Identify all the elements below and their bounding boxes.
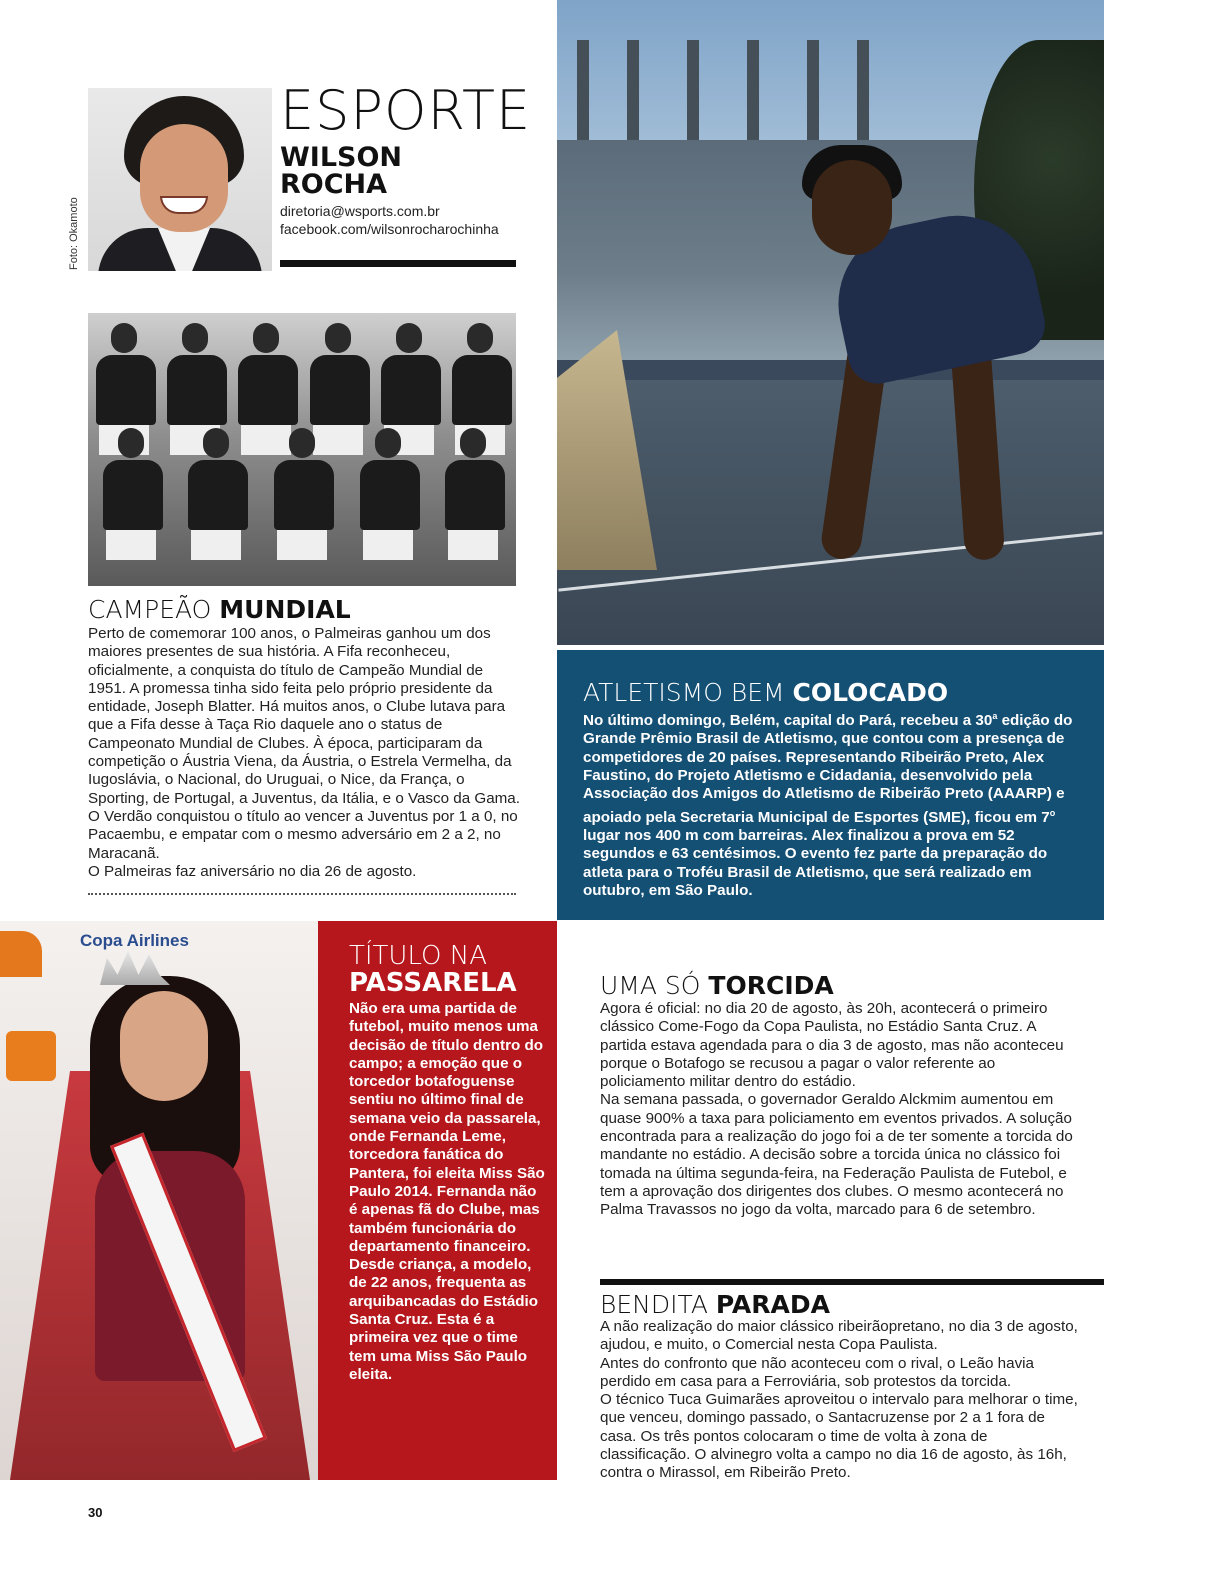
author-photo-credit: Foto: Okamoto — [68, 197, 80, 270]
mundial-article: Perto de comemorar 100 anos, o Palmeiras ganhou um dos maiores presentes de sua história. A Fifa reconheceu, oficialmente, a conquista do título de Campeão Mundial de 1951. A promessa tinha sido feita pelo próprio presidente da entidade, Joseph Blatter. Há muitos anos, o Clube lutava para que a Fifa desse à Taça Rio daquele ano o status de Campeonato Mundial de Clubes. À época, participaram da competição o Áustria Viena, da Áustria, o Estrela Vermelha, da Iugoslávia, o Nacional, do Uruguai, o Nice, da França, o Sporting, de Portugal, a Juventus, da Itália, e o Vasco da Gama. O Verdão conquistou o título ao vencer a Juventus por 1 a 0, no Pacaembu, e empatar com o mesmo adversário em 2 a 2, no Maracanã. O Palmeiras faz aniversário no dia 26 de agosto. — [88, 625, 520, 880]
torcida-article: Agora é oficial: no dia 20 de agosto, às 20h, acontecerá o primeiro clássico Come-Fogo da Copa Paulista, no Estádio Santa Cruz. A partida estava agendada para o dia 3 de agosto, mas não aconteceu porque o Botafogo se recusou a pagar o valor referente ao policiamento militar dentro do estádio. Na semana passada, o governador Geraldo Alckmim aumentou em quase 900% a taxa para policiamento em eventos privados. A solução encontrada para a realização do jogo foi a de ter somente a torcida do mandante no estádio. A decisão sobre a torcida única no clássico foi tomada na última segunda-feira, na Federação Paulista de Futebol, e tem a aprovação dos dirigentes dos clubes. O mesmo acontecerá no Palma Travassos no jogo da volta, marcado para 6 de setembro. — [600, 1000, 1073, 1219]
parada-heading: BENDITA PARADA — [600, 1290, 830, 1319]
miss-sao-paulo-photo — [0, 921, 318, 1480]
section-title: ESPORTE — [280, 79, 532, 142]
author-facebook[interactable]: facebook.com/wilsonrocharochinha — [280, 221, 499, 237]
parada-article: A não realização do maior clássico ribeirãopretano, no dia 3 de agosto, ajudou, e muito, o Comercial nesta Copa Paulista. Antes do confronto que não aconteceu com o rival, o Leão havia perdido em casa para a Ferroviária, sob protestos da torcida. O técnico Tuca Guimarães aproveitou o intervalo para melhorar o time, que venceu, domingo passado, o Santacruzense por 2 a 1 fora de casa. Os três pontos colocaram o time de volta à zona de classificação. O alvinegro volta a campo no dia 16 de agosto, às 16h, contra o Mirassol, em Ribeirão Preto. — [600, 1318, 1078, 1482]
mundial-heading: CAMPEÃO MUNDIAL — [88, 595, 351, 624]
author-email[interactable]: diretoria@wsports.com.br — [280, 203, 440, 219]
dotted-divider — [88, 893, 516, 895]
athlete-photo — [557, 0, 1104, 645]
copa-airlines-logo: Copa Airlines — [80, 931, 189, 950]
author-contact — [280, 202, 499, 238]
atletismo-heading: ATLETISMO BEM COLOCADO — [583, 678, 949, 707]
author-photo — [88, 88, 272, 271]
author-name: WILSON ROCHA — [280, 142, 403, 200]
torcida-heading: UMA SÓ TORCIDA — [600, 971, 834, 1000]
miss-name: Fernanda Leme, — [389, 1128, 506, 1146]
page-number: 30 — [88, 1505, 103, 1520]
atletismo-article: No último domingo, Belém, capital do Pará, recebeu a 30$^a$ edição do Grande Prêmio Brasil de Atletismo, que contou com a presença de competidores de 20 países. Representando Ribeirão Preto, Alex Faustino, do Projeto Atletismo e Cidadania, desenvolvido pela Associação dos Amigos do Atletismo de Ribeirão Preto (AAARP) e apoiado pela Secretaria Municipal de Esportes (SME), ficou em 7$^o$ lugar nos 400 m com barreiras. Alex finalizou a prova em 52 segundos e 63 centésimos. O evento fez parte da preparação do atleta para o Troféu Brasil de Atletismo, que será realizado em outubro, em São Paulo. — [583, 711, 1073, 899]
palmeiras-team-photo — [88, 313, 516, 586]
header-divider — [280, 260, 516, 267]
passarela-heading: TÍTULO NA PASSARELA — [349, 941, 517, 998]
passarela-article: Não era uma partida de futebol, muito menos uma decisão de título dentro do campo; a emoção que o torcedor botafoguense sentiu no último final de semana veio da passarela, onde Fernanda Leme, torcedora fanática do Pantera, foi eleita Miss São Paulo 2014. Fernanda não é apenas fã do Clube, mas também funcionária do departamento financeiro. Desde criança, a modelo, de 22 anos, frequenta as arquibancadas do Estádio Santa Cruz. Esta é a primeira vez que o time tem uma Miss São Paulo eleita. — [349, 1000, 545, 1383]
section-divider — [600, 1279, 1104, 1285]
athlete-name: Alex Faustino, — [583, 748, 1045, 784]
